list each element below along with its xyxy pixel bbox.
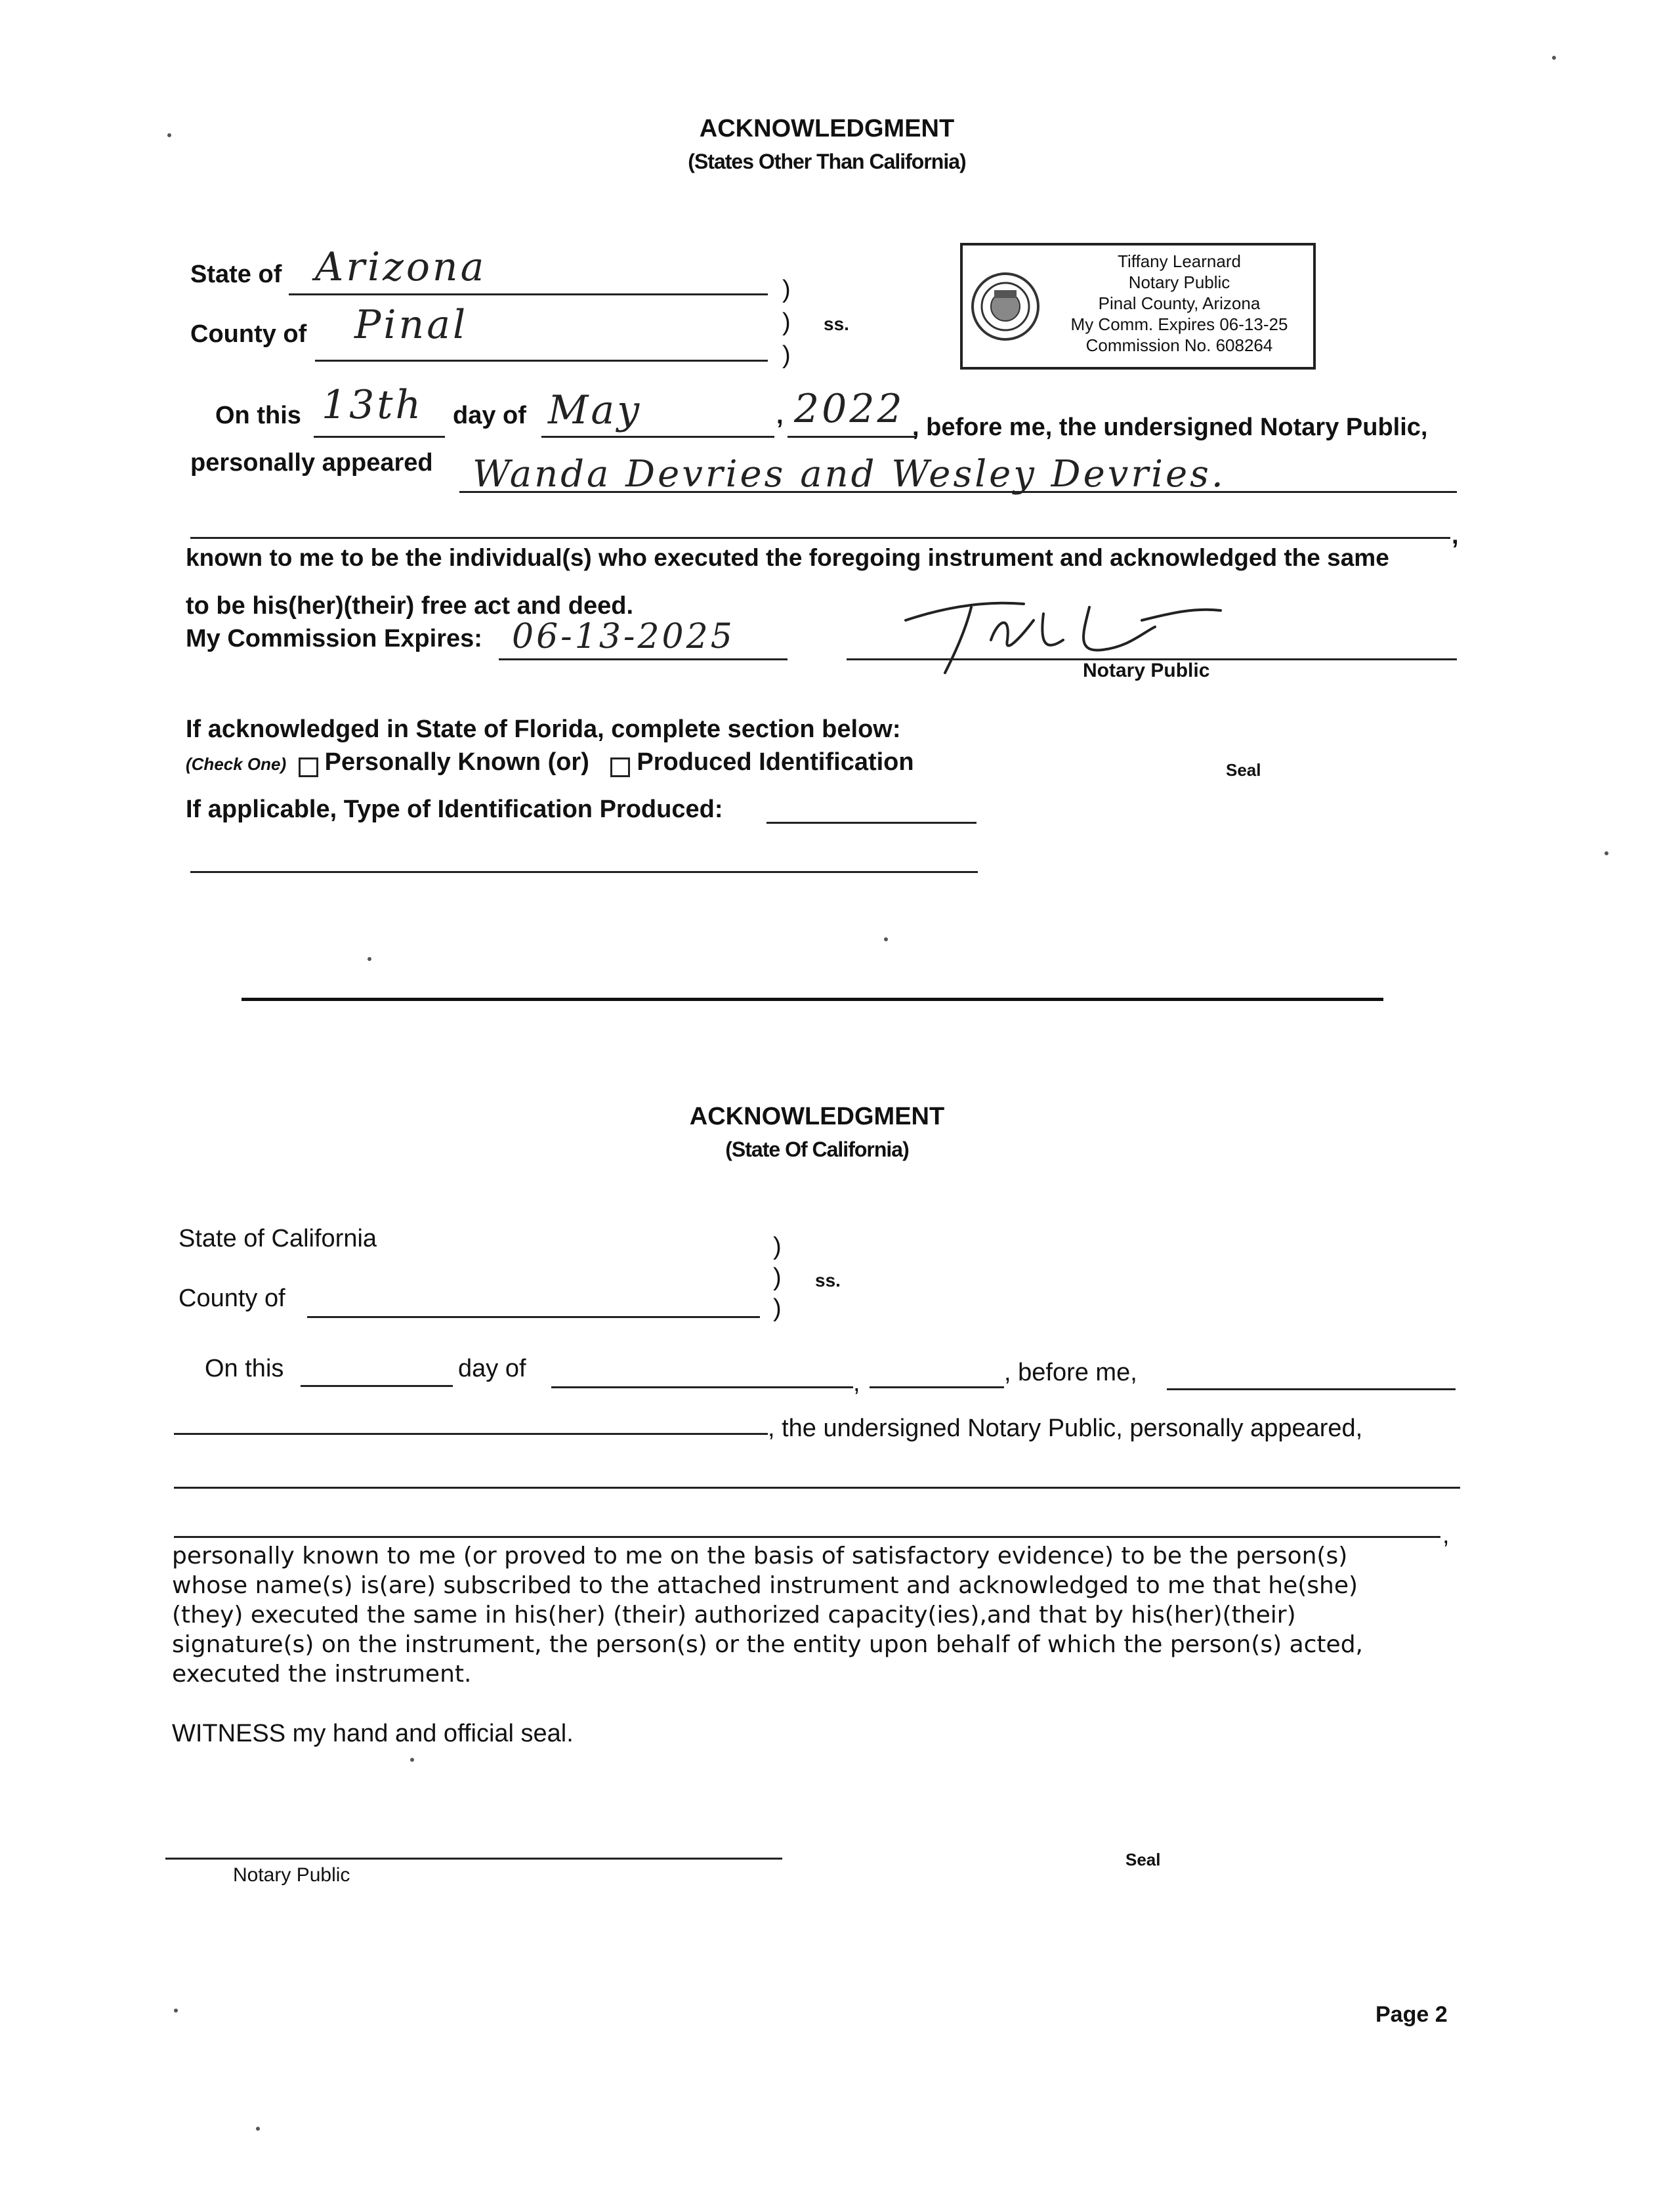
ca-day-of-label: day of <box>458 1355 526 1382</box>
personally-known-checkbox[interactable] <box>299 757 318 777</box>
paren-3: ) <box>782 341 791 369</box>
county-line <box>315 360 768 362</box>
ca-name-line-2 <box>174 1487 1460 1489</box>
scan-speck <box>256 2127 260 2131</box>
ca-county-line <box>307 1316 760 1318</box>
check-one-row <box>186 748 914 777</box>
scan-speck <box>174 2009 178 2013</box>
commission-label: My Commission Expires: <box>186 625 482 652</box>
produced-id-label: Produced Identification <box>637 748 914 776</box>
id-type-label: If applicable, Type of Identification Produced: <box>186 796 723 823</box>
paren-2: ) <box>782 309 791 336</box>
personally-known-label: Personally Known (or) <box>324 748 589 776</box>
appeared-value: Wanda Devries and Wesley Devries. <box>472 453 1226 496</box>
ca-state-label: State of California <box>178 1225 377 1252</box>
seal-label-1: Seal <box>1226 760 1261 780</box>
day-value: 13th <box>322 382 424 428</box>
florida-text: If acknowledged in State of Florida, complete section below: <box>186 715 901 743</box>
on-this-label: On this <box>215 402 301 429</box>
day-of-label: day of <box>453 402 526 429</box>
state-value: Arizona <box>315 244 487 290</box>
section1-title: ACKNOWLEDGMENT <box>699 115 955 142</box>
ss-label: ss. <box>824 314 849 334</box>
commission-value: 06-13-2025 <box>512 617 735 656</box>
personally-appeared-label: personally appeared <box>190 449 433 477</box>
ca-month-line <box>551 1386 853 1388</box>
ca-paren-3: ) <box>773 1294 782 1322</box>
state-seal-icon <box>969 270 1041 343</box>
paren-1: ) <box>782 276 791 303</box>
county-label: County of <box>190 320 307 348</box>
year-value: 2022 <box>794 386 905 432</box>
free-act-text: to be his(her)(their) free act and deed. <box>186 592 633 620</box>
stamp-text <box>1048 249 1311 357</box>
state-line <box>289 293 768 295</box>
commission-line <box>499 658 788 660</box>
scan-speck <box>368 957 371 961</box>
produced-id-checkbox[interactable] <box>610 757 630 777</box>
ca-before-me-line <box>1167 1388 1456 1390</box>
check-one-label: (Check One) <box>186 754 287 774</box>
section1-subtitle: (States Other Than California) <box>688 150 966 173</box>
ca-county-label: County of <box>178 1285 285 1312</box>
ca-ss-label: ss. <box>815 1270 841 1290</box>
day-line <box>314 436 445 438</box>
appeared-line-2 <box>190 537 1450 539</box>
ca-undersigned-text: , the undersigned Notary Public, personally appeared, <box>768 1415 1363 1442</box>
scan-speck <box>884 937 888 941</box>
ca-trailing-comma: , <box>1442 1522 1450 1549</box>
ca-name-line-3 <box>174 1536 1440 1538</box>
scan-speck <box>1552 56 1556 60</box>
stamp-county: Pinal County, Arizona <box>1098 293 1261 313</box>
stamp-commission: Commission No. 608264 <box>1085 335 1273 355</box>
ca-date-comma: , <box>853 1369 860 1397</box>
seal-label-2: Seal <box>1125 1850 1161 1869</box>
year-line <box>788 436 915 438</box>
known-text: known to me to be the individual(s) who executed the foregoing instrument and acknowledged the same <box>186 544 1389 571</box>
stamp-expires: My Comm. Expires 06-13-25 <box>1070 314 1288 334</box>
before-me-text: , before me, the undersigned Notary Public, <box>912 414 1428 441</box>
ca-year-line <box>870 1386 1004 1388</box>
id-type-line-2 <box>190 871 978 873</box>
section2-title: ACKNOWLEDGMENT <box>689 1103 945 1130</box>
scan-speck <box>167 133 171 137</box>
stamp-name: Tiffany Learnard <box>1118 251 1241 271</box>
ca-name-line-1 <box>174 1433 768 1435</box>
page-label: Page 2 <box>1376 2002 1448 2027</box>
appeared-line <box>459 491 1457 493</box>
ca-signature-line <box>165 1858 782 1860</box>
section2-subtitle: (State Of California) <box>725 1138 909 1161</box>
county-value: Pinal <box>354 302 469 348</box>
ca-witness-text: WITNESS my hand and official seal. <box>172 1720 574 1747</box>
id-type-line <box>766 822 976 824</box>
month-line <box>541 436 774 438</box>
notary-public-label-1: Notary Public <box>1083 660 1210 681</box>
section-divider <box>242 998 1383 1001</box>
ca-paren-1: ) <box>773 1233 782 1260</box>
ca-day-line <box>301 1385 453 1387</box>
ca-paren-2: ) <box>773 1264 782 1291</box>
date-comma: , <box>776 402 784 429</box>
scan-speck <box>410 1758 414 1762</box>
state-label: State of <box>190 261 282 288</box>
ca-body-text: personally known to me (or proved to me on the basis of satisfactory evidence) to be the person(s) whose name(s) is(are) subscribed to the attached instrument and acknowledged to me that he(she)(they) executed the same in his(her) (their) authorized capacity(ies),and that by his(her)(their) signature(s) on the instrument, the person(s) or the entity upon behalf of which the person(s) acted, executed the instrument. <box>172 1543 1363 1688</box>
scan-speck <box>1605 851 1608 855</box>
stamp-title: Notary Public <box>1128 272 1230 292</box>
trailing-comma: , <box>1452 522 1459 549</box>
notary-stamp <box>960 243 1316 370</box>
ca-on-this-label: On this <box>205 1355 284 1382</box>
ca-before-me-text: , before me, <box>1004 1359 1137 1386</box>
notary-public-label-2: Notary Public <box>233 1864 350 1886</box>
month-value: May <box>548 387 642 433</box>
